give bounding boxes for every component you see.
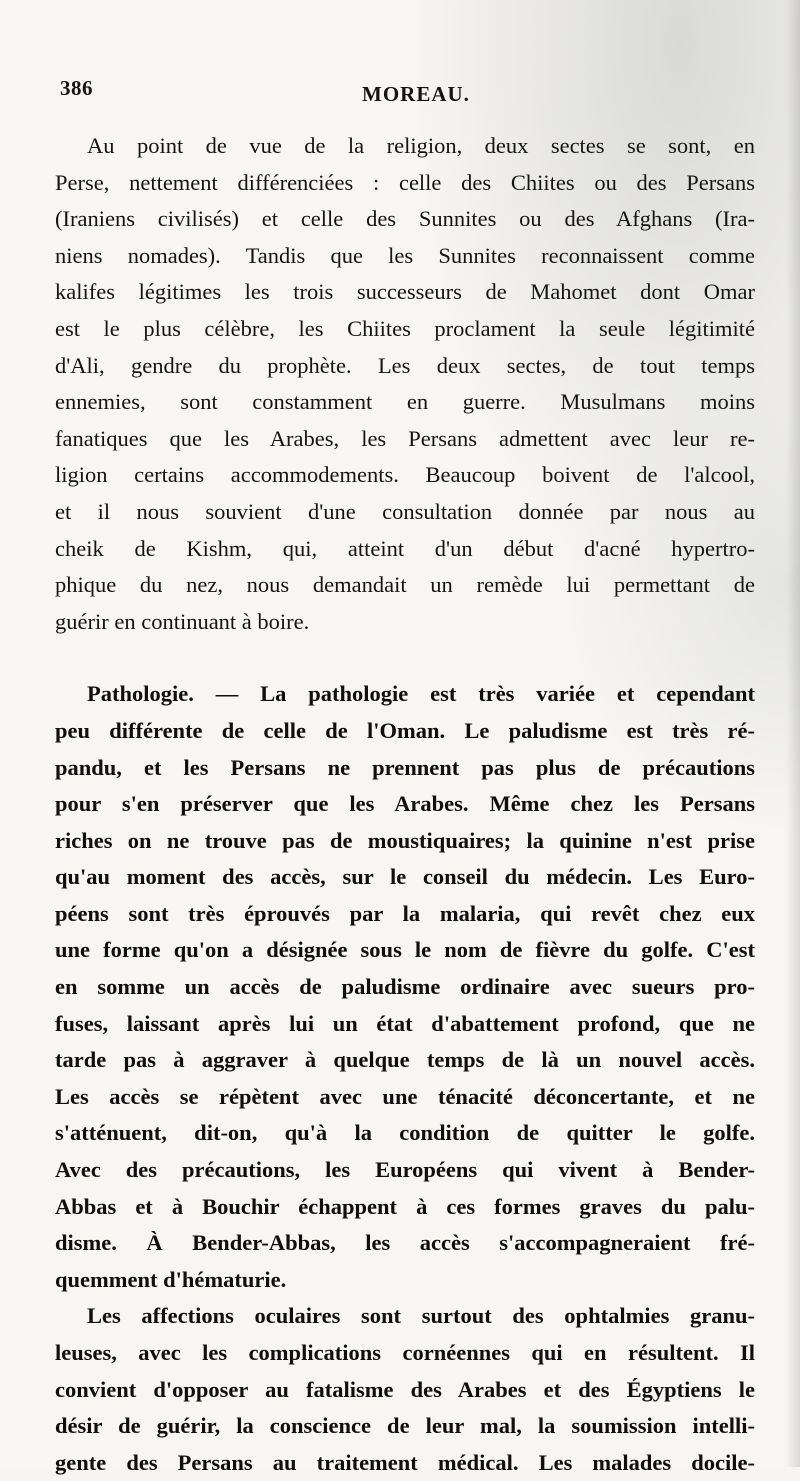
text-line: convient d'opposer au fatalisme des Arabes et des Égyptiens le — [55, 1376, 755, 1402]
text-line: phique du nez, nous demandait un remède lui permettant de — [55, 572, 755, 598]
text-line: Perse, nettement différenciées : celle des Chiites ou des Persans — [55, 169, 755, 195]
text-line: péens sont très éprouvés par la malaria, qui revêt chez eux — [55, 900, 755, 926]
text-line: gente des Persans au traitement médical. Les malades docile- — [55, 1449, 755, 1475]
text-line: (Iraniens civilisés) et celle des Sunnites ou des Afghans (Ira- — [55, 206, 755, 232]
page-edge-shadow — [786, 0, 800, 1467]
paragraph-affections — [55, 1298, 755, 1481]
text-line: kalifes légitimes les trois successeurs de Mahomet dont Omar — [55, 279, 755, 305]
text-line: Abbas et à Bouchir échappent à ces formes graves du palu- — [55, 1193, 755, 1219]
text-line: qu'au moment des accès, sur le conseil du médecin. Les Euro- — [55, 864, 755, 890]
text-line: et il nous souvient d'une consultation donnée par nous au — [55, 498, 755, 524]
paragraph-gap — [55, 640, 755, 676]
text-line: pandu, et les Persans ne prennent pas plus de précautions — [55, 754, 755, 780]
text-line: pour s'en préserver que les Arabes. Même chez les Persans — [55, 791, 755, 817]
text-line: niens nomades). Tandis que les Sunnites reconnaissent comme — [55, 242, 755, 268]
text-line: une forme qu'on a désignée sous le nom de fièvre du golfe. C'est — [55, 937, 755, 963]
text-line: guérir en continuant à boire. — [55, 608, 310, 634]
text-line: Les affections oculaires sont surtout des ophtalmies granu- — [87, 1303, 755, 1329]
text-line: en somme un accès de paludisme ordinaire avec sueurs pro- — [55, 974, 755, 1000]
text-line: est le plus célèbre, les Chiites proclament la seule légitimité — [55, 315, 755, 341]
text-line: s'atténuent, dit-on, qu'à la condition de quitter le golfe. — [55, 1120, 755, 1146]
text-line: ligion certains accommodements. Beaucoup boivent de l'alcool, — [55, 462, 755, 488]
text-line: fuses, laissant après lui un état d'abattement profond, que ne — [55, 1010, 755, 1036]
paragraph-religion — [55, 128, 755, 640]
page-number: 386 — [60, 76, 93, 100]
text-line: ennemies, sont constamment en guerre. Musulmans moins — [55, 389, 755, 415]
text-line: disme. À Bender-Abbas, les accès s'accompagneraient fré- — [55, 1230, 755, 1256]
text-line: Les accès se répètent avec une ténacité déconcertante, et ne — [55, 1083, 755, 1109]
page-header — [60, 72, 760, 106]
text-line: fanatiques que les Arabes, les Persans admettent avec leur re- — [55, 425, 755, 451]
text-line: d'Ali, gendre du prophète. Les deux sectes, de tout temps — [55, 352, 755, 378]
text-line: cheik de Kishm, qui, atteint d'un début d'acné hypertro- — [55, 535, 755, 561]
text-line: quemment d'hématurie. — [55, 1266, 287, 1292]
text-line: riches on ne trouve pas de moustiquaires; la quinine n'est prise — [55, 827, 755, 853]
text-line: Avec des précautions, les Européens qui vivent à Bender- — [55, 1157, 755, 1183]
paragraph-pathologie — [55, 676, 755, 1298]
text-line: tarde pas à aggraver à quelque temps de là un nouvel accès. — [55, 1047, 755, 1073]
text-line: peu différente de celle de l'Oman. Le paludisme est très ré- — [55, 717, 755, 743]
text-line: Pathologie. — La pathologie est très variée et cependant — [87, 681, 755, 707]
body-text — [55, 128, 755, 1481]
running-head: MOREAU. — [362, 82, 470, 106]
text-line: désir de guérir, la conscience de leur mal, la soumission intelli- — [55, 1413, 755, 1439]
text-line: leuses, avec les complications cornéennes qui en résultent. Il — [55, 1340, 755, 1365]
text-line: Au point de vue de la religion, deux sectes se sont, en — [87, 133, 755, 158]
